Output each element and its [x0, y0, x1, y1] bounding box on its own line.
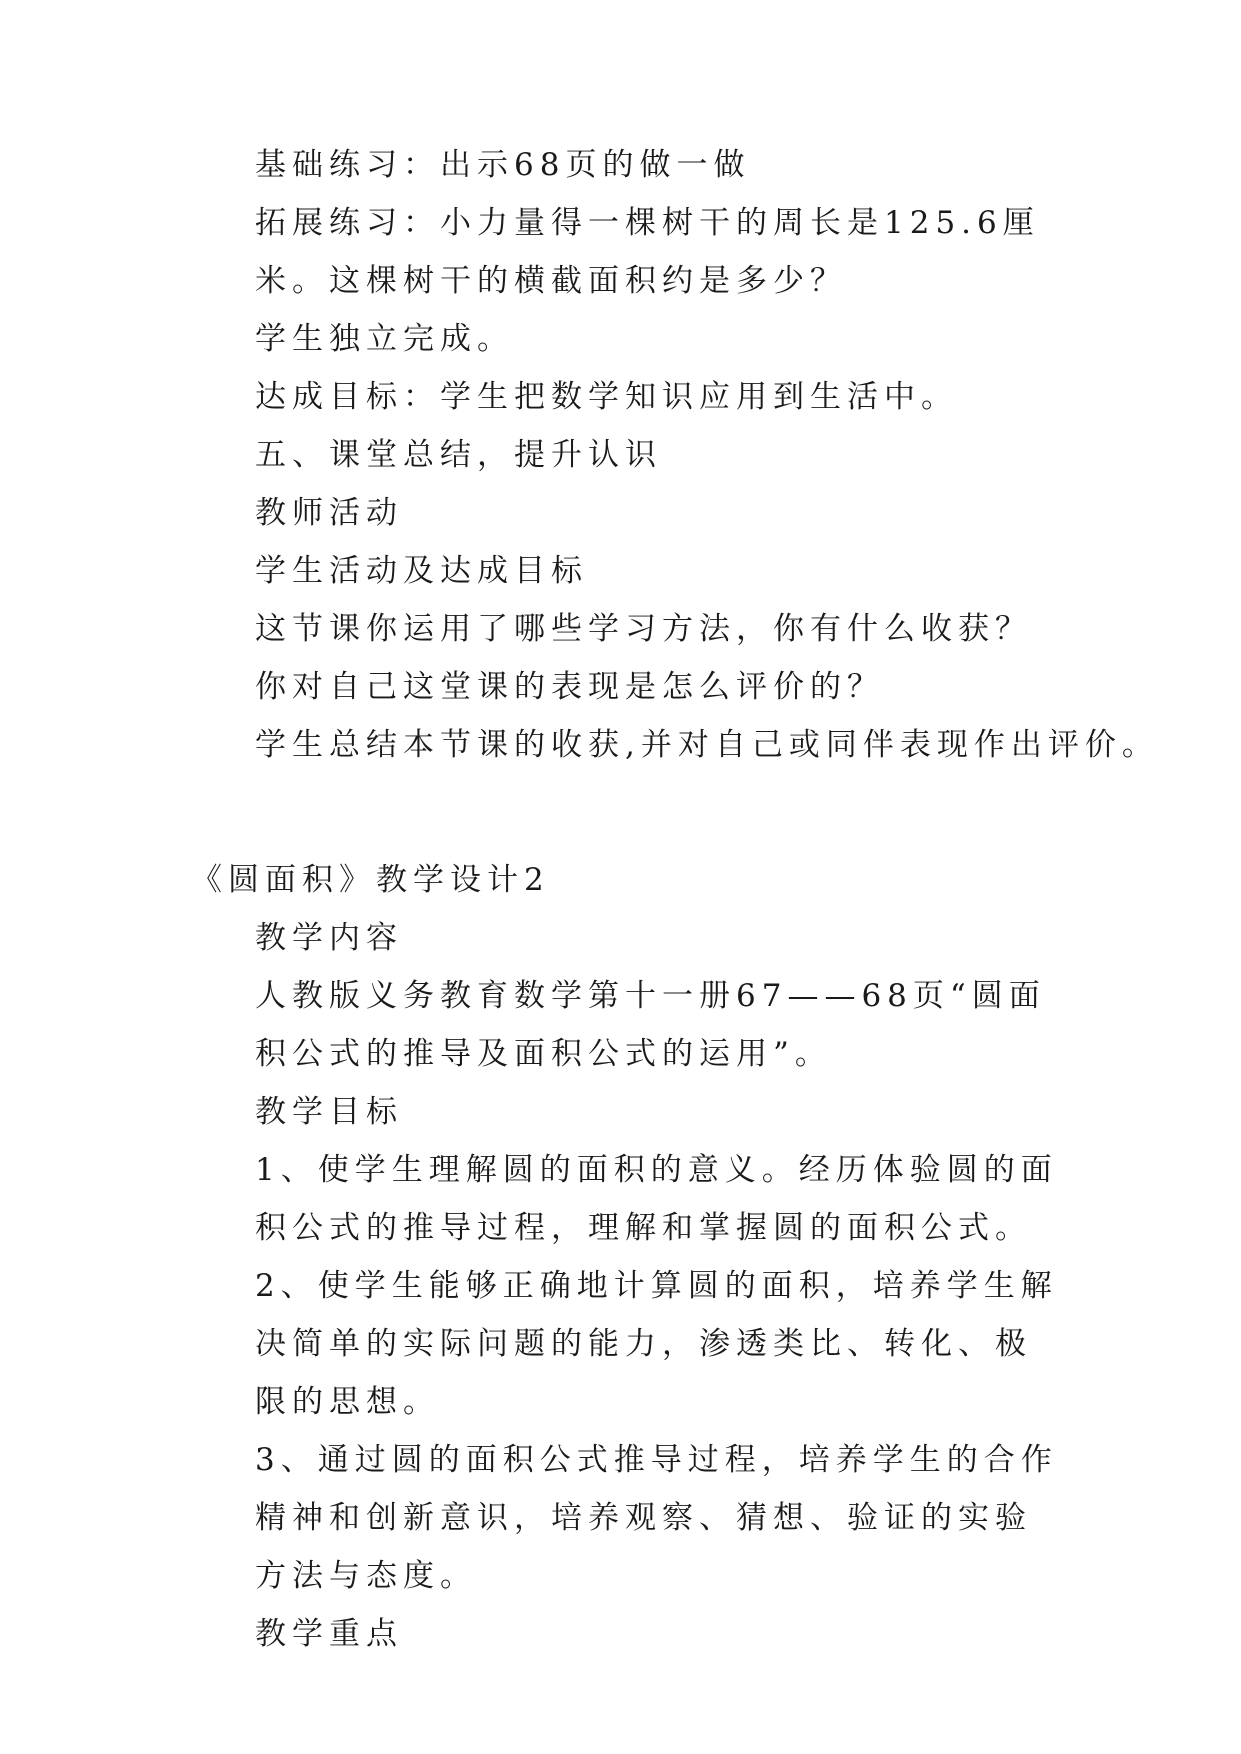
teaching-focus-heading: 教学重点: [255, 1616, 403, 1652]
section-1: [191, 136, 1159, 774]
section-2: [191, 851, 1061, 1663]
reflection-question: 这节课你运用了哪些学习方法，你有什么收获？你对自己这堂课的表现是怎么评价的？: [255, 611, 1032, 705]
teaching-goals-heading: 教学目标: [255, 1094, 403, 1130]
basic-practice: 基础练习：出示68页的做一做: [255, 147, 751, 183]
extended-practice: 拓展练习：小力量得一棵树干的周长是125.6厘米。这棵树干的横截面积约是多少？: [255, 205, 1040, 299]
goal-reached: 达成目标：学生把数学知识应用到生活中。: [255, 379, 958, 415]
goal-3: 3、通过圆的面积公式推导过程，培养学生的合作精神和创新意识，培养观察、猜想、验证的实验方法与态度。: [255, 1442, 1058, 1594]
teacher-activity: 教师活动: [255, 495, 403, 531]
student-summary: 学生总结本节课的收获,并对自己或同伴表现作出评价。: [255, 727, 1159, 763]
student-independent: 学生独立完成。: [255, 321, 514, 357]
section-title: 《圆面积》教学设计2: [191, 862, 550, 898]
goal-1: 1、使学生理解圆的面积的意义。经历体验圆的面积公式的推导过程，理解和掌握圆的面积公式。: [255, 1152, 1058, 1246]
teaching-content-heading: 教学内容: [255, 920, 403, 956]
goal-2: 2、使学生能够正确地计算圆的面积，培养学生解决简单的实际问题的能力，渗透类比、转化、极限的思想。: [255, 1268, 1058, 1420]
teaching-content: 人教版义务教育数学第十一册67——68页“圆面积公式的推导及面积公式的运用”。: [255, 978, 1046, 1072]
lesson-summary-heading: 五、课堂总结，提升认识: [255, 437, 662, 473]
student-activity: 学生活动及达成目标: [255, 553, 588, 589]
